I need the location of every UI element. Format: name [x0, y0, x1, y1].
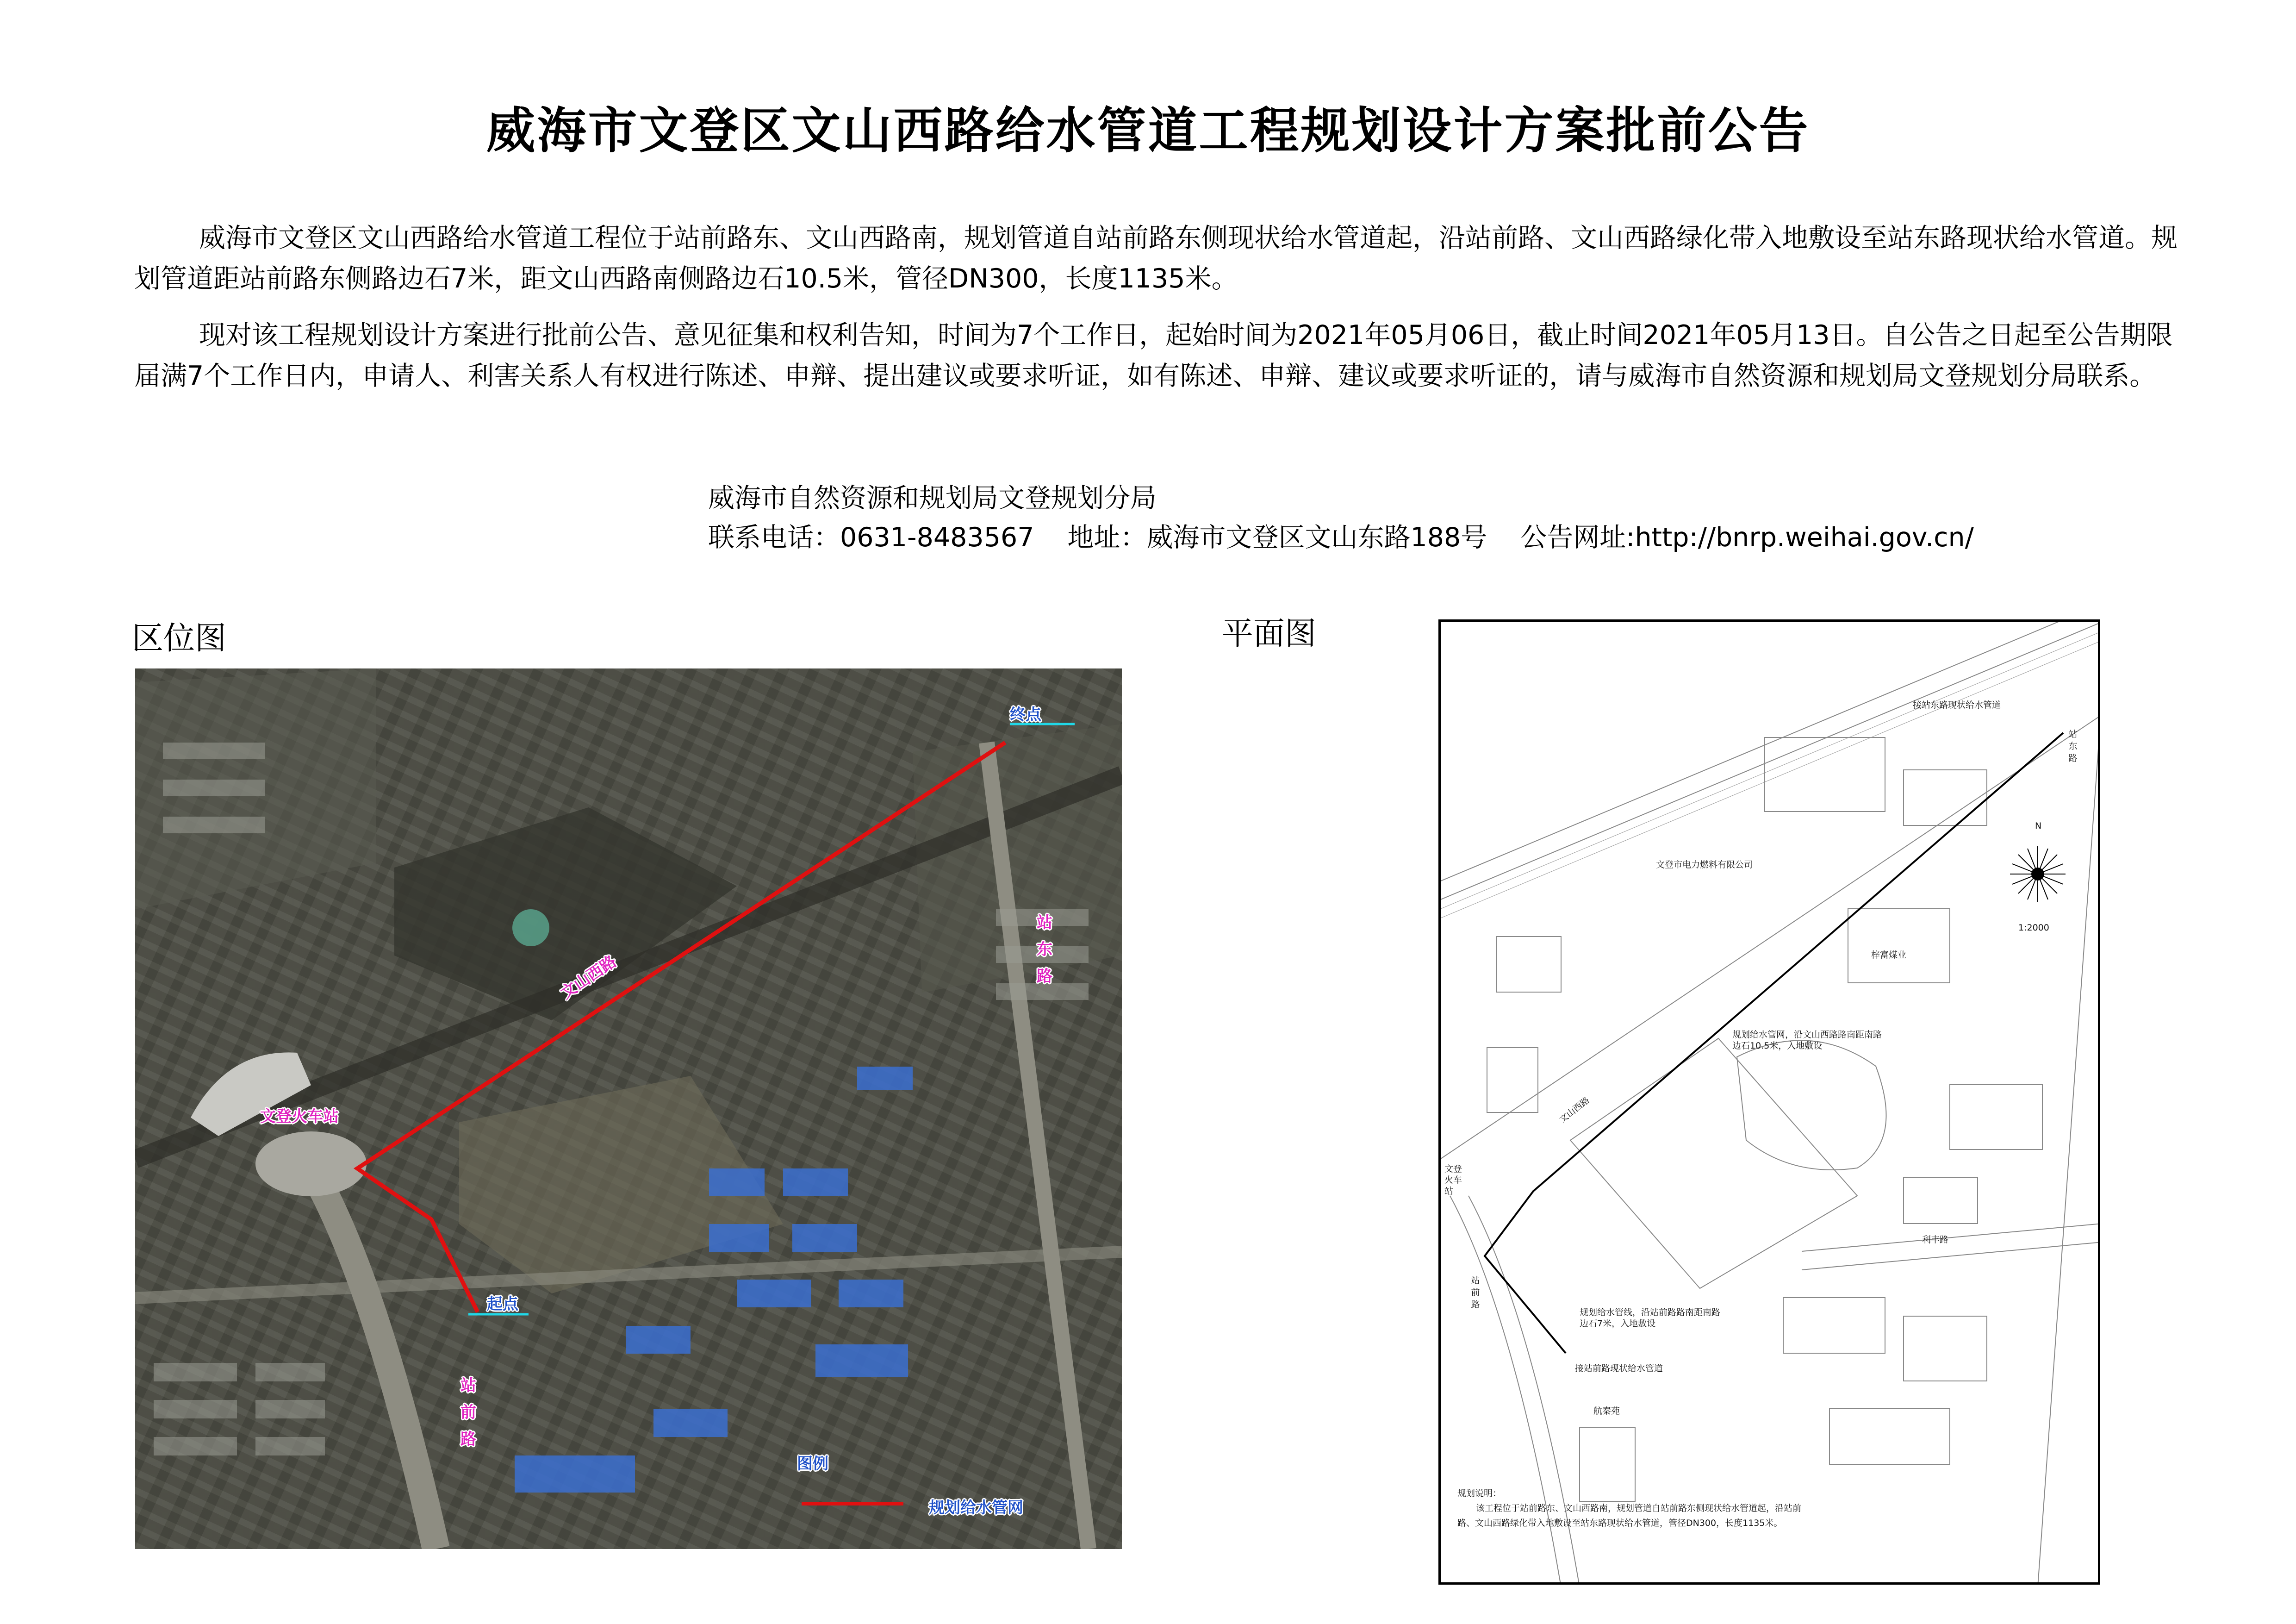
notice-website: 公告网址:http://bnrp.weihai.gov.cn/: [1520, 522, 1974, 553]
water-tank: [512, 909, 549, 946]
pipe-note-zhanqian: 规划给水管线，沿站前路路南距南路边石7米，入地敷设: [1580, 1307, 1721, 1329]
project-description: 威海市文登区文山西路给水管道工程位于站前路东、文山西路南，规划管道自站前路东侧现状给水管道起，沿站前路、文山西路绿化带入地敷设至站东路现状给水管道。规划管道距站前路东侧路边石7米，距文山西路南侧路边石10.5米，管径DN300，长度1135米。: [134, 223, 2178, 294]
end-point-label: 终点: [1010, 706, 1041, 724]
plan-notes-heading: 规划说明：: [1457, 1488, 1502, 1499]
scale-label: 1:2000: [2018, 923, 2049, 933]
company-label: 文登市电力燃料有限公司: [1656, 860, 1753, 870]
start-point-label: 起点: [487, 1295, 518, 1313]
plan-map-drawing: [1438, 619, 2100, 1585]
contact-address: 地址：威海市文登区文山东路188号: [1067, 522, 1487, 553]
plan-zhandong-road-label: 站东路: [2068, 729, 2078, 763]
plan-notes: [1457, 1486, 1809, 1530]
wenshan-west-road-label: 文山西路: [557, 952, 620, 1003]
plan-linework: [1441, 622, 2100, 1585]
plan-notes-body: 该工程位于站前路东、文山西路南，规划管道自站前路东侧现状给水管道起，沿站前路、文山西路绿化带入地敷设至站东路现状给水管道，管径DN300，长度1135米。: [1457, 1503, 1802, 1528]
plan-station-label: 文登火车站: [1444, 1164, 1462, 1196]
notice-period-text: 现对该工程规划设计方案进行批前公告、意见征集和权利告知，时间为7个工作日，起始时间为2021年05月06日，截止时间2021年05月13日。自公告之日起至公告期限届满7个工作日内，申请人、利害关系人有权进行陈述、申辩、提出建议或要求听证，如有陈述、申辩、建议或要求听证的，请与威海市自然资源和规划局文登规划分局联系。: [134, 320, 2173, 391]
coal-company-label: 梓富煤业: [1871, 950, 1907, 960]
station-plaza: [255, 1131, 367, 1196]
organization-name: 威海市自然资源和规划局文登规划分局: [708, 483, 1157, 513]
zhandong-road-label: 站东路: [1037, 913, 1052, 986]
legend-swatch: [802, 1502, 903, 1505]
plan-wenshan-west-road-label: 文山西路: [1557, 1095, 1592, 1125]
notice-title: 威海市文登区文山西路给水管道工程规划设计方案批前公告: [486, 102, 1810, 159]
estate-label: 航秦苑: [1593, 1406, 1620, 1416]
north-arrow-rose: [2010, 846, 2066, 902]
location-map-image: [135, 668, 1122, 1549]
plan-map-graphics: [1441, 622, 2100, 1585]
railway-hatching: [1441, 631, 2100, 918]
connect-zhandong-label: 接站东路现状给水管道: [1913, 700, 2001, 710]
legend-title: 图例: [797, 1455, 828, 1473]
north-label: N: [2035, 821, 2042, 831]
zhanqian-road-label: 站前路: [460, 1376, 476, 1449]
plan-map-heading: 平面图: [1222, 616, 1317, 652]
plan-zhanqian-road-label: 站前路: [1471, 1275, 1480, 1310]
connect-zhanqian-label: 接站前路现状给水管道: [1575, 1363, 1663, 1374]
lifeng-road-label: 利丰路: [1922, 1235, 1949, 1245]
pipe-note-wenshan: 规划给水管网，沿文山西路路南距南路边石10.5米，入地敷设: [1732, 1030, 1882, 1051]
contact-phone: 联系电话：0631-8483567: [708, 522, 1034, 553]
railway-station-label: 文登火车站: [260, 1107, 339, 1126]
contact-line: [708, 516, 2007, 554]
legend-item-label: 规划给水管网: [929, 1499, 1023, 1517]
location-map-heading: 区位图: [132, 620, 227, 657]
